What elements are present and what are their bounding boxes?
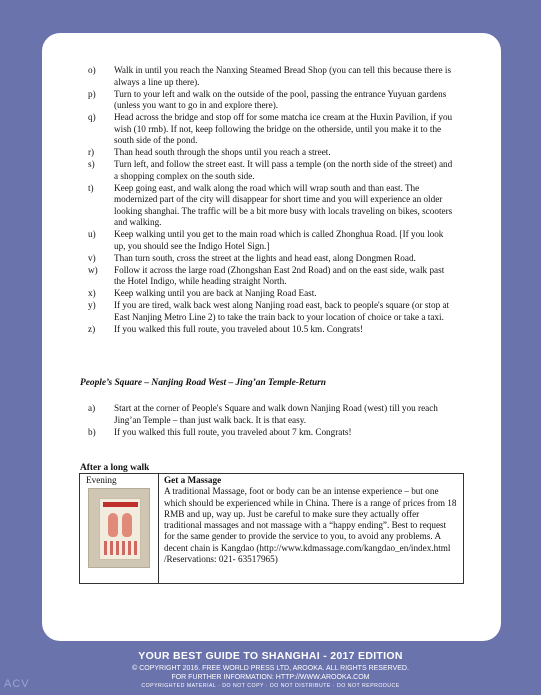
page-footer (0, 650, 541, 690)
list-item (88, 288, 454, 300)
foot-reflexology-poster (99, 498, 141, 560)
list-marker: x) (88, 288, 96, 298)
list-item (88, 183, 454, 229)
list-marker: a) (88, 403, 96, 413)
list-item-text: Than turn south, cross the street at the lights and head east, along Dongmen Road. (114, 252, 416, 263)
list-item-text: Keep going east, and walk along the road which will wrap south and than east. The modernized part of the city will disappear for short time and you will experience an older looking shanghai. The traffic will be a bit more busy with locals traveling on bikes, scooters and walking. (114, 182, 453, 227)
list-item-text: Turn to your left and walk on the outside of the pool, passing the entrance Yuyuan gardens (unless you want to go in and explore there). (114, 88, 447, 110)
activity-table (79, 473, 464, 584)
list-item-text: If you walked this full route, you traveled about 7 km. Congrats! (114, 426, 352, 437)
list-item (88, 300, 454, 323)
activity-text: A traditional Massage, foot or body can be an intense experience – but one which should be experienced while in China. There is a range of prices from 18 RMB and up, way up. Just be careful to make sure they actually offer traditional massages and not massage with a “happy ending”. Best to request for the same gender to provide the service to you, to avoid any problems. A decent chain is Kangdao (http://www.kdmassage.com/kangdao_en/index.html /Reservations: 021- 63517965) (164, 486, 457, 565)
massage-photo (88, 488, 150, 568)
footer-title: YOUR BEST GUIDE TO SHANGHAI - 2017 EDITION (138, 650, 403, 662)
right-foot-icon (122, 513, 132, 537)
list-item-text: Than head south through the shops until you reach a street. (114, 147, 331, 157)
list-item (88, 324, 454, 336)
left-foot-icon (108, 513, 118, 537)
route-steps-list (88, 65, 454, 336)
list-marker: o) (88, 65, 96, 75)
list-item-text: Start at the corner of People's Square and walk down Nanjing Road (west) till you reach Jing’an Temple – than just walk back. It is that easy. (114, 403, 438, 425)
second-route-list (88, 403, 454, 439)
list-marker: r) (88, 147, 95, 157)
list-marker: q) (88, 112, 96, 122)
list-item (88, 403, 454, 426)
list-item (88, 427, 454, 439)
section-heading: People’s Square – Nanjing Road West – Jing’an Temple-Return (80, 378, 327, 388)
corner-mark: ACV (4, 678, 30, 690)
list-item (88, 229, 454, 252)
list-item (88, 147, 454, 159)
list-marker: b) (88, 426, 96, 437)
after-walk-heading: After a long walk (80, 463, 150, 473)
list-item (88, 112, 454, 147)
poster-header (103, 502, 138, 507)
list-marker: u) (88, 229, 96, 239)
list-marker: v) (88, 252, 96, 263)
footer-notice: COPYRIGHTED MATERIAL · DO NOT COPY · DO NOT DISTRIBUTE · DO NOT REPRODUCE (141, 683, 400, 689)
list-marker: t) (88, 182, 94, 193)
list-item-text: Keep walking until you get to the main road which is called Zhonghua Road. [If you look up, you should see the Indigo Hotel Sign.] (114, 229, 444, 251)
list-marker: p) (88, 88, 96, 99)
poster-legend (104, 541, 137, 555)
list-marker: z) (88, 323, 96, 334)
list-item-text: Keep walking until you are back at Nanjing Road East. (114, 288, 317, 298)
list-item-text: Walk in until you reach the Nanxing Steamed Bread Shop (you can tell this because there is always a line up there). (114, 65, 452, 87)
list-item (88, 65, 454, 88)
list-item-text: Head across the bridge and stop off for some matcha ice cream at the Huxin Pavilion, if you wish (10 rmb). If not, keep following the bridge on the otherside, until you make it to the south side of the pond. (114, 112, 453, 145)
activity-title: Get a Massage (164, 475, 222, 485)
list-item (88, 159, 454, 182)
list-item-text: If you are tired, walk back west along Nanjing road east, back to people's square (or stop at East Nanjing Metro Line 2) to take the train back to your location of choice or take a taxi. (114, 300, 450, 322)
activity-description (159, 474, 463, 583)
footer-copyright: © COPYRIGHT 2016. FREE WORLD PRESS LTD, AROOKA. ALL RIGHTS RESERVED. (132, 665, 409, 672)
time-cell (80, 474, 159, 583)
list-item-text: Turn left, and follow the street east. It will pass a temple (on the north side of the street) and a shopping complex on the south side. (114, 159, 453, 181)
list-item (88, 265, 454, 288)
list-item (88, 89, 454, 112)
list-item-text: If you walked this full route, you traveled about 10.5 km. Congrats! (114, 323, 364, 334)
list-marker: w) (88, 264, 98, 275)
list-item-text: Follow it across the large road (Zhongshan East 2nd Road) and on the east side, walk past the Hotel Indigo, while heading straight North. (114, 264, 445, 286)
time-label: Evening (86, 475, 117, 485)
list-marker: y) (88, 300, 96, 310)
list-marker: s) (88, 159, 95, 169)
list-item (88, 253, 454, 265)
page-card (42, 33, 501, 641)
footer-info-link[interactable]: FOR FURTHER INFORMATION: HTTP://WWW.AROOKA.COM (171, 674, 370, 681)
